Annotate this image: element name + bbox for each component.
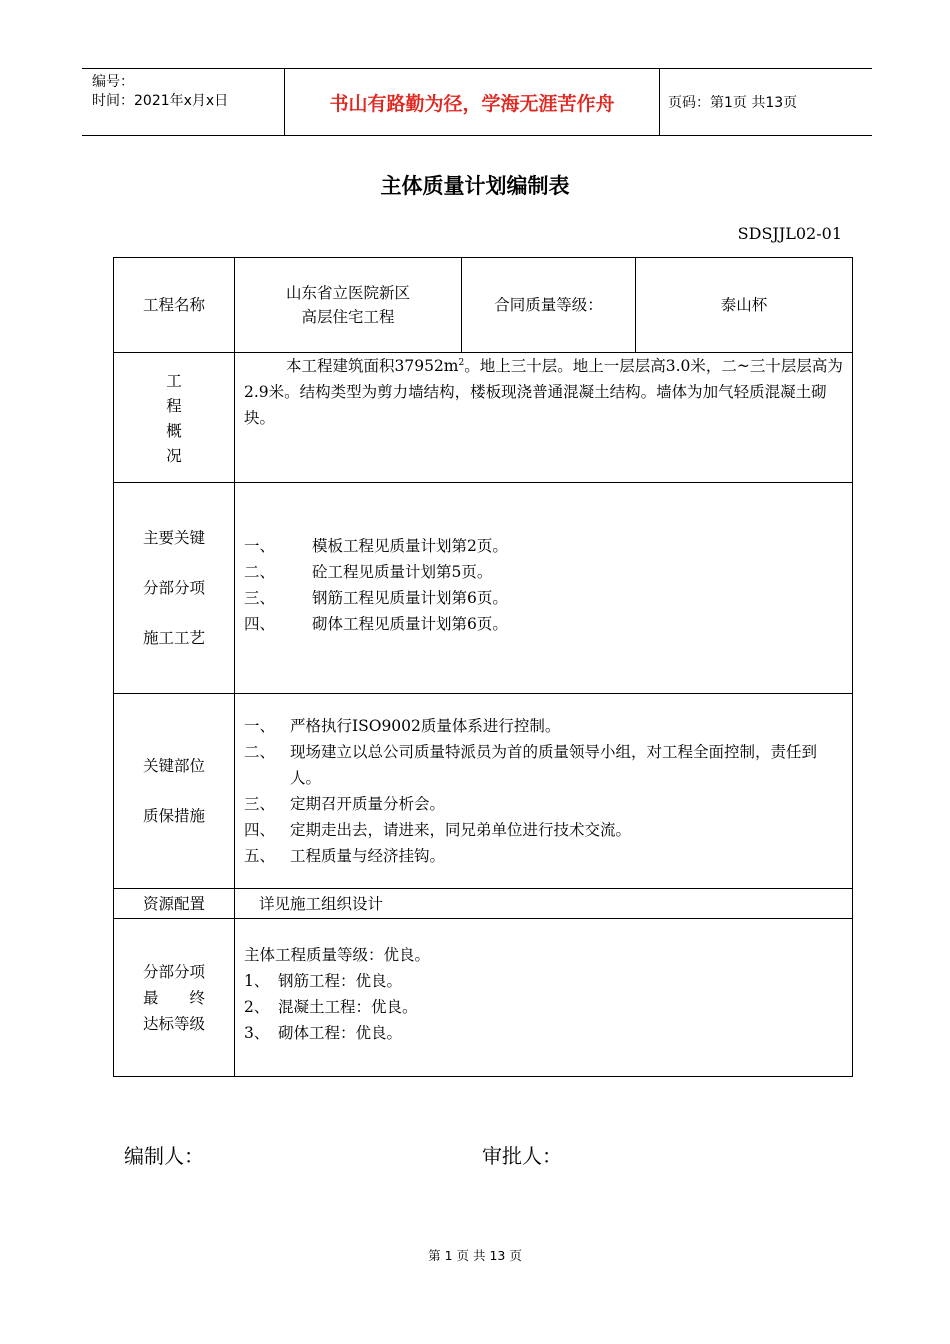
document-code: SDSJJL02-01 xyxy=(737,224,842,243)
overview-label-char: 况 xyxy=(166,447,182,465)
list-number: 四、 xyxy=(244,615,276,633)
key-process-label-line: 施工工艺 xyxy=(142,629,205,647)
header-left xyxy=(92,73,228,111)
list-text: 砌体工程：优良。 xyxy=(278,1023,403,1042)
header-motto: 书山有路勤为径，学海无涯苦作舟 xyxy=(284,69,660,135)
overview-text-part: 。地上三十层。地上一层层高3.0米，二~三十层层高为2.9米。结构类型为剪力墙结构，楼板现浇普通混凝土结构。墙体为加气轻质混凝土砌块。 xyxy=(244,357,843,427)
list-item xyxy=(244,817,844,843)
project-name-label: 工程名称 xyxy=(114,258,235,353)
list-item xyxy=(244,739,844,791)
quality-plan-table xyxy=(113,257,853,1077)
table-row-overview xyxy=(114,353,853,483)
table-row-resource xyxy=(114,889,853,919)
list-item xyxy=(244,585,844,611)
overview-text xyxy=(235,353,853,483)
table-row-measures xyxy=(114,694,853,889)
project-name-value xyxy=(235,258,462,353)
list-number: 二、 xyxy=(244,563,276,581)
list-text: 砌体工程见质量计划第6页。 xyxy=(312,615,508,633)
list-item xyxy=(244,713,844,739)
list-number: 三、 xyxy=(244,795,276,813)
project-name-line1: 山东省立医院新区 xyxy=(285,284,410,302)
list-number: 四、 xyxy=(244,821,276,839)
final-grade-label-line: 最 终 xyxy=(142,988,205,1007)
final-grade-label-line: 达标等级 xyxy=(142,1014,205,1033)
contract-grade-label: 合同质量等级： xyxy=(462,258,636,353)
list-text: 砼工程见质量计划第5页。 xyxy=(312,563,493,581)
final-grade-list xyxy=(235,919,853,1077)
overview-label xyxy=(114,353,235,483)
table-row-final-grade xyxy=(114,919,853,1077)
list-number: 1、 xyxy=(244,971,270,990)
compiler-signature-label: 编制人： xyxy=(124,1144,204,1168)
table-row-project xyxy=(114,258,853,353)
list-item xyxy=(244,843,844,869)
overview-label-char: 程 xyxy=(166,397,182,415)
measures-label-line: 质保措施 xyxy=(142,807,205,825)
table-row-key-process xyxy=(114,483,853,694)
list-text: 严格执行ISO9002质量体系进行控制。 xyxy=(290,717,561,735)
list-number: 三、 xyxy=(244,589,276,607)
key-process-label xyxy=(114,483,235,694)
overview-text-part: 本工程建筑面积37952m xyxy=(286,357,459,375)
list-item xyxy=(244,968,844,994)
resource-label: 资源配置 xyxy=(114,889,235,919)
time-label: 时间：2021年x月x日 xyxy=(92,93,229,109)
header-page-info: 页码：第1页 共13页 xyxy=(668,95,798,111)
list-number: 二、 xyxy=(244,743,276,761)
list-item xyxy=(244,1020,844,1046)
list-text: 定期召开质量分析会。 xyxy=(290,795,446,813)
overview-label-char: 工 xyxy=(166,372,182,390)
measures-label xyxy=(114,694,235,889)
number-label: 编号： xyxy=(92,74,134,90)
list-number: 一、 xyxy=(244,537,276,555)
list-item xyxy=(244,791,844,817)
contract-grade-value: 泰山杯 xyxy=(636,258,853,353)
resource-value: 详见施工组织设计 xyxy=(235,889,853,919)
page-header xyxy=(82,68,872,136)
list-number: 3、 xyxy=(244,1023,270,1042)
measures-list xyxy=(235,694,853,889)
key-process-list xyxy=(235,483,853,694)
list-text: 工程质量与经济挂钩。 xyxy=(290,847,446,865)
list-text: 定期走出去，请进来，同兄弟单位进行技术交流。 xyxy=(290,821,632,839)
document-title: 主体质量计划编制表 xyxy=(380,174,570,198)
overview-superscript: 2 xyxy=(458,357,465,368)
list-text: 现场建立以总公司质量特派员为首的质量领导小组，对工程全面控制，责任到人。 xyxy=(290,743,818,787)
list-text: 钢筋工程见质量计划第6页。 xyxy=(312,589,508,607)
final-grade-label-line: 分部分项 xyxy=(142,962,205,981)
overview-label-char: 概 xyxy=(166,422,182,440)
page-footer: 第 1 页 共 13 页 xyxy=(428,1248,522,1263)
list-number: 一、 xyxy=(244,717,276,735)
measures-label-line: 关键部位 xyxy=(142,757,205,775)
project-name-line2: 高层住宅工程 xyxy=(301,308,395,326)
list-number: 2、 xyxy=(244,997,270,1016)
list-item xyxy=(244,533,844,559)
key-process-label-line: 分部分项 xyxy=(142,579,205,597)
final-grade-intro: 主体工程质量等级：优良。 xyxy=(244,945,431,964)
final-grade-label xyxy=(114,919,235,1077)
list-text: 混凝土工程：优良。 xyxy=(278,997,418,1016)
list-item xyxy=(244,559,844,585)
overview-paragraph xyxy=(244,353,844,431)
list-item xyxy=(244,611,844,637)
approver-signature-label: 审批人： xyxy=(482,1144,562,1168)
list-text: 模板工程见质量计划第2页。 xyxy=(312,537,508,555)
key-process-label-line: 主要关键 xyxy=(142,529,205,547)
list-text: 钢筋工程：优良。 xyxy=(278,971,403,990)
list-item xyxy=(244,994,844,1020)
list-number: 五、 xyxy=(244,847,276,865)
